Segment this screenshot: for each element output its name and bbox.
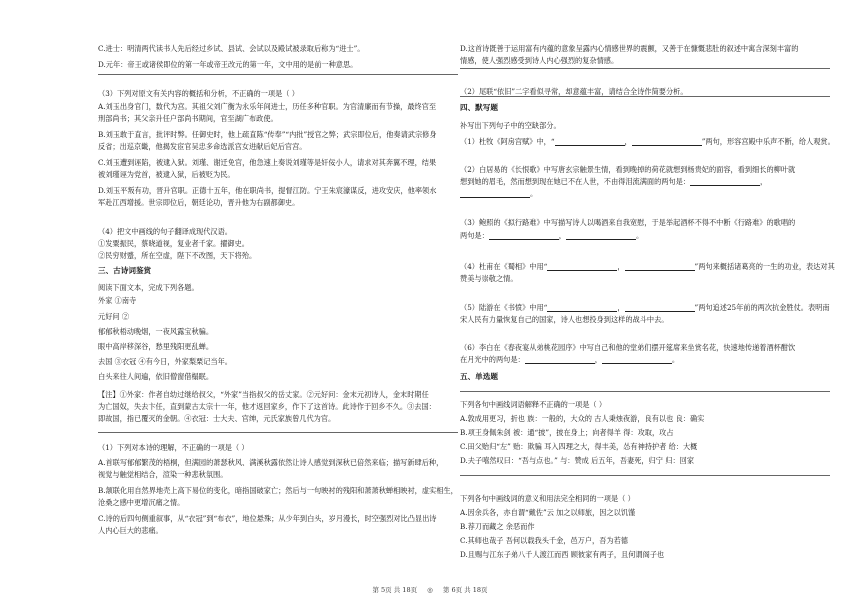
right-text-line: 赞美与崇敬之情。 xyxy=(460,274,518,283)
left-text-line: ②民穷财蹙，所在空虚，陛下不改图，天下将殆。 xyxy=(98,251,257,260)
right-text-line: 情感，使人强烈感受到诗人内心强烈的复杂情感。 xyxy=(460,56,619,65)
right-text-line: 下列各句中画线词的意义和用法完全相同的一项是（ ） xyxy=(460,494,635,503)
right-page-number: 第 6页 共 18页 xyxy=(442,586,488,594)
left-text-line: 反省；出巡京畿，他揭发宦官吴忠多命选派宫女进献后妃后官宫。 xyxy=(98,142,307,151)
divider-answer-area-1 xyxy=(460,68,830,69)
page-footer xyxy=(0,585,860,594)
page-separator: ◎ xyxy=(427,586,433,594)
right-text-line: （1）杜牧《阿房宫赋》中，“ ， ”两句，形容宫殿中乐声不断，给人观赏。 xyxy=(460,137,835,146)
divider-section-right xyxy=(460,391,830,392)
left-text-line: 刑部尚书；其父亲升任户部尚书期间，官至湖广布政使。 xyxy=(98,114,278,123)
right-text-line: A.因余兵各，亦自谓“戴佐”云 加之以师旅，因之以饥馑 xyxy=(460,508,636,517)
left-text-line: 白头来往人间遍，依旧僧窗借榻眠。 xyxy=(98,372,214,381)
left-text-line: 阅读下面文本，完成下列各题。 xyxy=(98,283,199,292)
right-text-line: B.项王身佩朱剑 被：通“披”，披在身上；向者得羊 得：攻取，攻占 xyxy=(460,428,674,437)
right-text-line: （4）杜甫在《蜀相》中用“ ， ”两句来概括诸葛亮的一生的功业，表达对其 xyxy=(460,262,835,271)
left-text-line: ①发粟振民，蔡晓道视，复业者千家。擢御史。 xyxy=(98,239,249,248)
left-text-line: （1）下列对本诗的理解，不正确的一项是（ ） xyxy=(98,443,249,452)
right-text-line: 在月光中的两句是： ， 。 xyxy=(460,355,680,364)
right-text-line: B.荐刀而藏之 余恶而作 xyxy=(460,522,535,531)
left-text-line: （4）把文中画线的句子翻译成现代汉语。 xyxy=(98,227,232,236)
fill-in-blank[interactable] xyxy=(625,263,695,271)
left-text-line: 军赴江西增援。世宗即位后，朝廷论功，晋升他为右副都御史。 xyxy=(98,198,300,207)
right-text-line: 补写出下列句子中的空缺部分。 xyxy=(460,121,561,130)
left-text-line: C.刘玉遭到诬陷，被逮入狱。刘瑾、谢迁免官，他急速上奏说刘瑾等是奸佞小人，请求对其奔翼不理，结果 xyxy=(98,158,437,167)
right-text-line: （2）白居易的《长恨歌》中写唐玄宗触景生情，看到晚掉的荷花就想到杨贵妃的面容，看到细长的柳叶就 xyxy=(460,165,796,174)
left-text-line: C.诗的后四句侧重叙事，从“衣冠”到“布衣”，地位悬殊；从少年到白头，岁月漫长，时空强烈对比凸显出诗 xyxy=(98,514,437,523)
fill-in-blank[interactable] xyxy=(690,178,760,186)
left-text-line: （3）下列对原文有关内容的概括和分析，不正确的一项是（ ） xyxy=(98,89,299,98)
right-text-line: 。 xyxy=(460,189,835,198)
left-text-line: B.颔联化用自然界地壳上高下易位的变化，暗指国破家亡；然后与一句映衬的残阳和萧萧秋蝉相映衬，虚实相生， xyxy=(98,486,458,495)
fill-in-blank[interactable] xyxy=(525,356,595,364)
right-text-line: 四、默写题 xyxy=(460,103,498,112)
left-page-number: 第 5页 共 18页 xyxy=(372,586,418,594)
left-text-line: B.刘玉敢于直言，批评时弊。任御史时，他上疏直陈“传奉”“内批”授官之弊；武宗即位后，他奏请武宗修身 xyxy=(98,130,437,139)
right-text-line: A.敦成用更习，折也 族：一般的，大众的 古人秉烛夜游，良有以也 良：确实 xyxy=(460,414,705,423)
fill-in-blank[interactable] xyxy=(547,263,617,271)
right-text-line: 两句是： ， 。 xyxy=(460,231,644,240)
right-text-line: C.其师也哉子 吾何以载我头千金，邑万户，吾为若德 xyxy=(460,536,628,545)
right-text-line: C.田父贻归“左” 贻：欺骗 耳入四理之大，得丰美，怂有神持护者 给：大概 xyxy=(460,442,698,451)
right-text-line: 下列各句中画线词语解释不正确的一项是（ ） xyxy=(460,400,607,409)
right-text-line: 想到她的眉毛，然而想到现在她已不在人世，不由得泪流满面的两句是： ， xyxy=(460,177,768,186)
left-text-line: 【注】①外家：作者自幼过继给叔父，“外家”当指叔父的岳丈家。②元好问：金末元初诗人，金末时期任 xyxy=(98,390,429,399)
divider-answer-area-2 xyxy=(460,96,830,97)
fill-in-blank[interactable] xyxy=(625,304,695,312)
divider-section-right-2 xyxy=(460,475,830,476)
fill-in-blank[interactable] xyxy=(555,138,625,146)
left-text-line: 人内心巨大的悲痛。 xyxy=(98,526,163,535)
right-text-line: （2）尾联“依旧”二字看似寻常，却意蕴丰富，请结合全诗作简要分析。 xyxy=(460,87,688,96)
right-text-line: （3）鲍照的《拟行路难》中写描写诗人以喝酒来自我宽慰，于是举起酒杯不得不中断《行路难》的歌唱的 xyxy=(460,218,796,227)
left-text-line: 郁郁秋梧动晚烟，一夜风露宝秋骗。 xyxy=(98,327,214,336)
right-text-line: （6）李白在《春夜宴从弟桃花园序》中写自己和他的堂弟们摆开筵席来坐赏名花，快速地传递着酒杯酣饮 xyxy=(460,343,796,352)
divider-section-top xyxy=(98,74,458,75)
left-text-line: 元好问 ② xyxy=(98,312,130,321)
right-text-line: D.且赐与江东子弟八千人渡江而西 顾彼家有两子，且何谓阁子也 xyxy=(460,550,665,559)
fill-in-blank[interactable] xyxy=(489,232,559,240)
left-text-line: 为亡国奴，失去卞任，直到蒙古太宗十一年，他才返回家乡，作下了这首诗。此诗作于回乡不久。③去国： xyxy=(98,402,436,411)
right-text-line: （5）陆游在《书愤》中用“ ， ”两句追述25年前的两次抗金胜仗。表明南 xyxy=(460,303,830,312)
left-text-line: A.刘玉出身官门，数代为宫。其祖父刘广衡为永乐年间进士，历任多种官职。为官清廉而有节操，最终官至 xyxy=(98,102,437,111)
left-text-line: A.首联写郁郁繁茂的梧桐，但满园的萧瑟秋风、满溪秋露依然让诗人感觉到深秋已倍然来临；描写新肆后种， xyxy=(98,458,444,467)
left-text-line: D.刘玉平叛有功，晋升官职。正德十五年，他在职尚书，提督江防。宁王朱宸濠谋反，进攻安庆，他率领水 xyxy=(98,186,437,195)
fill-in-blank[interactable] xyxy=(547,304,617,312)
fill-in-blank[interactable] xyxy=(602,356,672,364)
fill-in-blank[interactable] xyxy=(632,138,702,146)
left-text-line: 三、古诗词鉴赏 xyxy=(98,266,152,275)
right-text-line: 宋人民有力量恢复自己的国家，诗人也想投身到这样的战斗中去。 xyxy=(460,315,669,324)
divider-section-mid xyxy=(98,432,458,433)
fill-in-blank[interactable] xyxy=(566,232,636,240)
left-text-line: 被刘瑾诬为党首，被逮入狱，后被贬为民。 xyxy=(98,170,235,179)
right-text-line: 五、单选题 xyxy=(460,372,498,381)
left-text-line: 沧桑之感中更增沉痛之情。 xyxy=(98,498,185,507)
left-text-line: 外家 ①南寺 xyxy=(98,296,137,305)
right-text-line: D.这首诗既善于运用富有内蕴的意象呈露内心情感世界的震颤，又善于在慷慨悲肚的叙述中寓含深刻丰富的 xyxy=(460,44,799,53)
left-text-line: D.元年：帝王或诸侯即位的第一年或帝王改元的第一年，文中用的是前一种意思。 xyxy=(98,60,358,69)
left-text-line: 视觉与触觉相结合，渲染一种悲秋氛围。 xyxy=(98,470,228,479)
left-text-line: 去国 ③衣冠 ④有今日，外家梨栗记当年。 xyxy=(98,357,232,366)
left-text-line: C.进士：明清两代读书人先后经过乡试、县试、会试以及殿试被录取后称为“进士”。 xyxy=(98,44,365,53)
right-text-line: D.夫子嘻然叹曰：“吾与点也。” 与：赞成 后五年，吾妻死，归宁 归：回家 xyxy=(460,456,695,465)
fill-in-blank[interactable] xyxy=(460,190,530,198)
left-text-line: 即故国，指已覆灭的金朝。④衣冠：士大夫、官绅，元氏家族曾几代为官。 xyxy=(98,414,336,423)
left-text-line: 眼中高岸移深谷，愁里残阳更乱蝉。 xyxy=(98,342,214,351)
right-column xyxy=(430,0,840,608)
